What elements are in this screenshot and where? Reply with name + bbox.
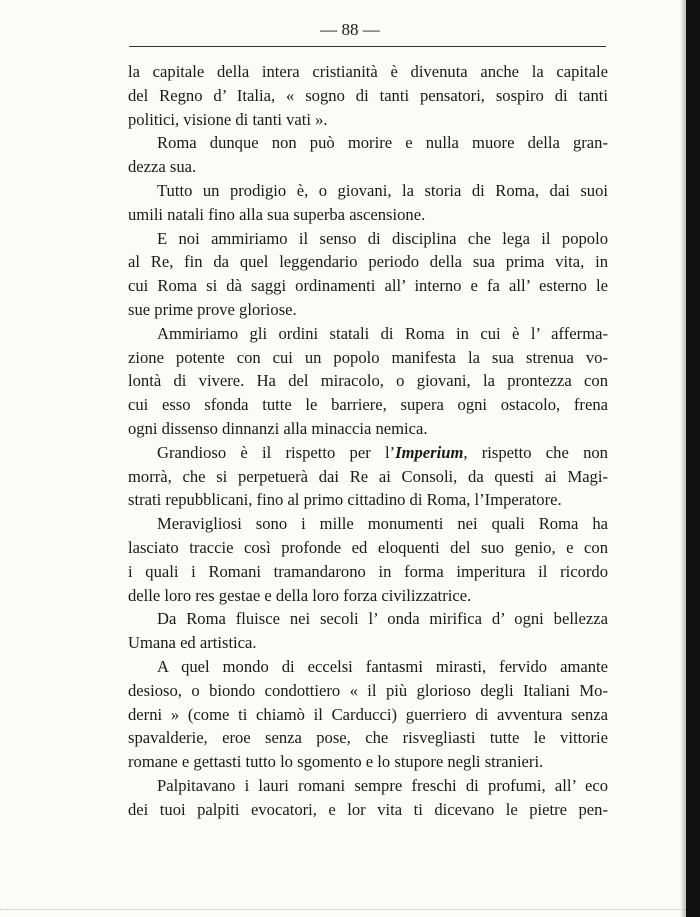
text-line: zione potente con cui un popolo manifesta la sua strenua vo- <box>128 347 608 367</box>
text-line: Da Roma fluisce nei secoli l’ onda mirifica d’ ogni bellezza <box>157 609 608 629</box>
text-line: la capitale della intera cristianità è divenuta anche la capitale <box>128 62 608 81</box>
text-line: dezza sua. <box>128 157 197 177</box>
text-line: romane e gettasti tutto lo sgomento e lo stupore negli stranieri. <box>128 752 544 772</box>
text-line: cui esso sfonda tutte le barriere, supera ogni ostacolo, frena <box>128 395 608 415</box>
page-number: — 88 — <box>320 20 380 39</box>
text-line: derni » (come ti chiamò il Carducci) guerriero di avventura senza <box>128 704 608 724</box>
header-rule <box>129 46 606 47</box>
text-line: morrà, che si perpetuerà dai Re ai Consoli, da questi ai Magi- <box>128 466 608 486</box>
text-line: umili natali fino alla sua superba ascensione. <box>128 204 426 224</box>
text-line: al Re, fin da quel leggendario periodo della sua prima vita, in <box>128 252 608 272</box>
text-line <box>128 441 608 465</box>
text-line: Ammiriamo gli ordini statali di Roma in cui è l’ afferma- <box>157 323 608 343</box>
text-line: i quali i Romani tramandarono in forma imperitura il ricordo <box>128 561 608 581</box>
text-line: lontà di vivere. Ha del miracolo, o giovani, la prontezza con <box>128 371 608 391</box>
body-text <box>128 60 608 822</box>
text-line: ogni dissenso dinnanzi alla minaccia nemica. <box>128 418 428 438</box>
text-fragment: Grandioso è il rispetto per l’ <box>157 442 396 462</box>
text-line: cui Roma si dà saggi ordinamenti all’ interno e fa all’ esterno le <box>128 276 608 296</box>
text-line: Tutto un prodigio è, o giovani, la storia di Roma, dai suoi <box>157 180 608 200</box>
text-line: Palpitavano i lauri romani sempre freschi di profumi, all’ eco <box>157 775 608 795</box>
text-fragment: , rispetto che non <box>463 442 608 462</box>
page-edge <box>686 0 700 917</box>
text-line: sue prime prove gloriose. <box>128 299 297 319</box>
imperium-word: Imperium <box>395 442 464 462</box>
text-line: spavalderie, eroe senza pose, che risvegliasti tutte le vittorie <box>128 728 608 748</box>
text-line: del Regno d’ Italia, « sogno di tanti pensatori, sospiro di tanti <box>128 85 608 105</box>
text-line: strati repubblicani, fino al primo cittadino di Roma, l’Imperatore. <box>128 490 562 510</box>
text-line: E noi ammiriamo il senso di disciplina che lega il popolo <box>157 228 608 248</box>
text-line: dei tuoi palpiti evocatori, e lor vita ti dicevano le pietre pen- <box>128 799 608 819</box>
text-line: politici, visione di tanti vati ». <box>128 109 328 129</box>
text-line: Umana ed artistica. <box>128 633 257 653</box>
text-line: desioso, o biondo condottiero « il più glorioso degli Italiani Mo- <box>128 680 608 700</box>
text-line: delle loro res gestae e della loro forza civilizzatrice. <box>128 585 472 605</box>
text-line: lasciato traccie così profonde ed eloquenti del suo genio, e con <box>128 537 608 557</box>
text-line: Meravigliosi sono i mille monumenti nei quali Roma ha <box>157 514 608 534</box>
scan-noise <box>0 909 686 913</box>
text-line: Roma dunque non può morire e nulla muore della gran- <box>157 133 608 153</box>
text-line: A quel mondo di eccelsi fantasmi mirasti, fervido amante <box>157 656 608 676</box>
